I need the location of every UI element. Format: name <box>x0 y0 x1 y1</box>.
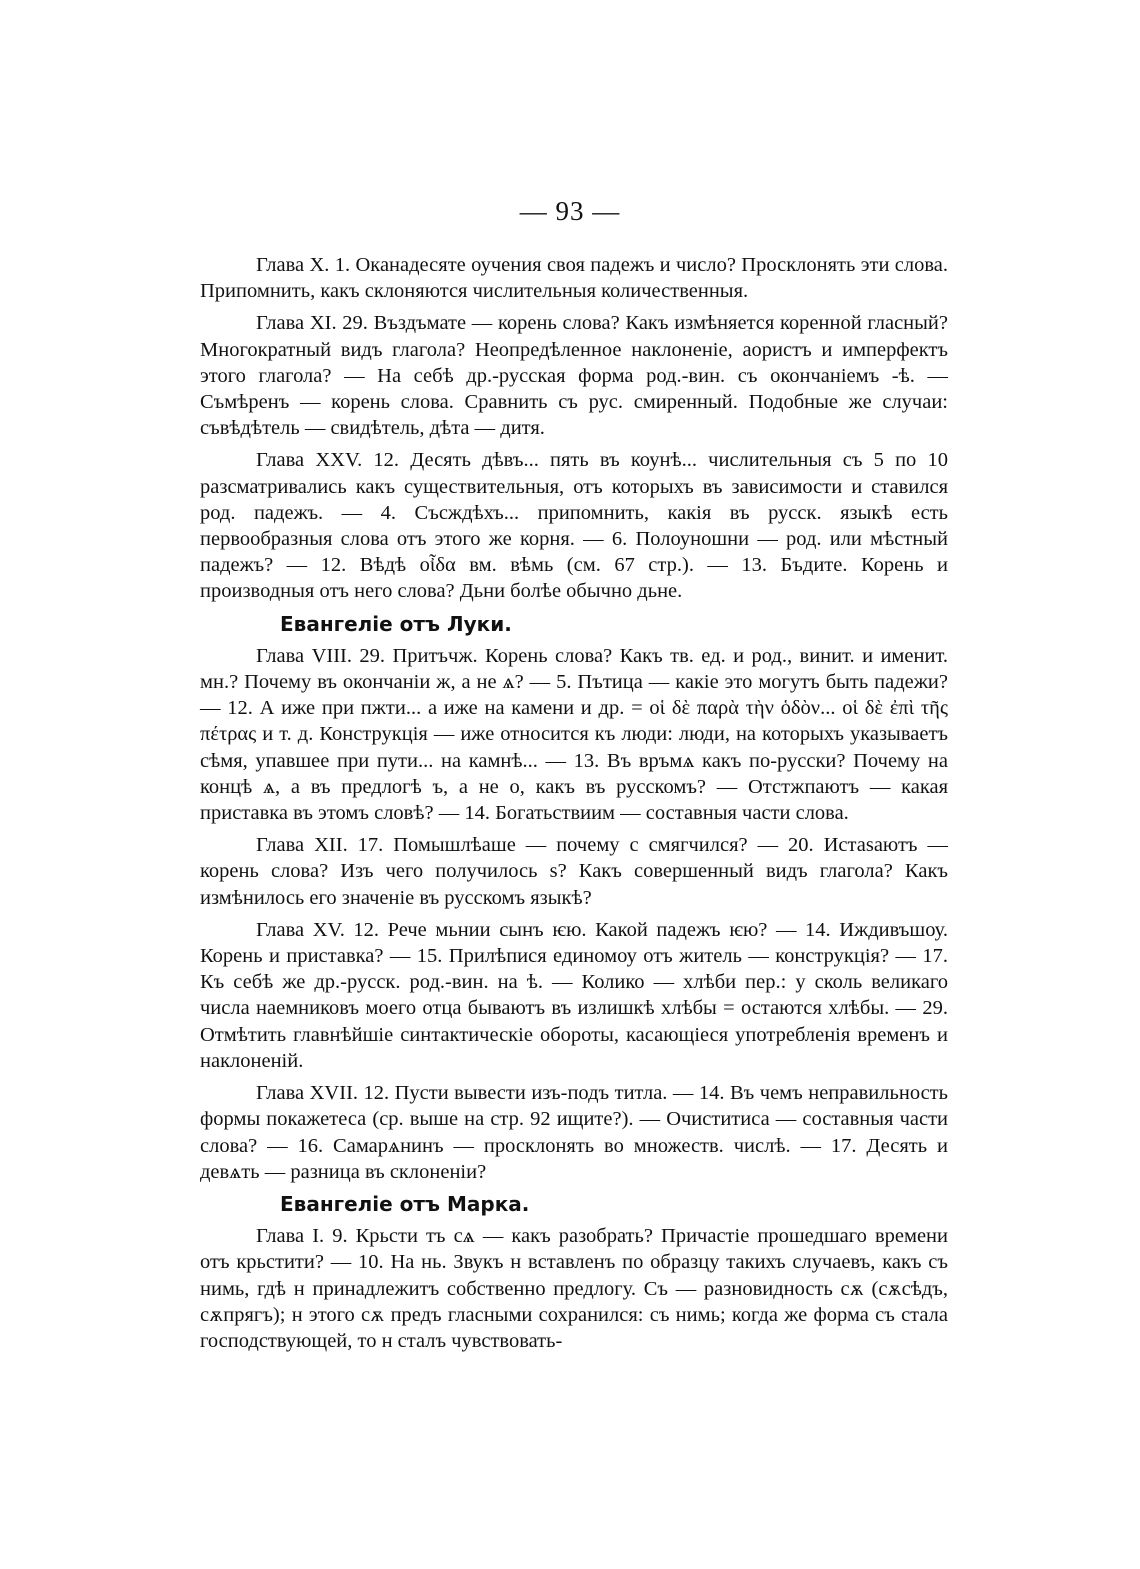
paragraph-chapter-17 <box>200 1080 948 1185</box>
paragraph-chapter-12 <box>200 832 948 911</box>
paragraph-chapter-15 <box>200 917 948 1074</box>
paragraph-text: Глава VIII. 29. Притъчж. Корень слова? Какъ тв. ед. и род., винит. и именит. мн.? Почему въ окончаніи ж, а не ѧ? — 5. Пътица — какіе это могутъ быть падежи? — 12. А иже при пжти... а иже на камени и др. = οἱ δὲ παρὰ τὴν ὁδὸν... οἱ δὲ ἐπὶ τῆς πέτρας и т. д. Конструкція — иже относится къ люди: люди, на которыхъ указываетъ сѣмя, упавшее при пути... на камнѣ... — 13. Въ връмѧ какъ по-русски? Почему на концѣ ѧ, а въ предлогѣ ъ, а не о, какъ въ русскомъ? — Отстжпаютъ — какая приставка въ этомъ словѣ? — 14. Богатьствиим — составныя части слова. <box>200 644 948 825</box>
paragraph-text: Глава XXV. 12. Десять дѣвъ... пять въ коунѣ... числительныя съ 5 по 10 разсматривались какъ существительныя, отъ которыхъ въ зависимости и ставился род. падежъ. — 4. Съсждѣхъ... припомнить, какія въ русск. языкѣ есть первообразныя слова отъ этого же корня. — 6. Полоуношни — род. или мѣстный падежъ? — 12. Вѣдѣ оἶδα вм. вѣмь (см. 67 стр.). — 13. Бъдите. Корень и производныя отъ него слова? Дьни болѣе обычно дьне. <box>200 449 948 603</box>
paragraph-text: Глава I. 9. Крьсти тъ сѧ — какъ разобрать? Причастіе прошедшаго времени отъ крьстити? — 10. На нь. Звукъ н вставленъ по образцу такихъ случаевъ, какъ съ нимь, гдѣ н принадлежитъ собственно предлогу. Съ — разновидность сѫ (сѫсѣдъ, сѫпрягъ); н этого сѫ предъ гласными сохранился: съ нимь; когда же форма съ стала господствующей, то н сталъ чувствовать- <box>200 1225 948 1352</box>
paragraph-chapter-11 <box>200 310 948 441</box>
paragraph-text: Глава XI. 29. Въздъмате — корень слова? Какъ измѣняется коренной гласный? Многократный видъ глагола? Неопредѣленное наклоненіе, аористъ и имперфектъ этого глагола? — На себѣ др.-русская форма род.-вин. съ окончаніемъ -ѣ. — Съмѣренъ — корень слова. Сравнить съ рус. смиренный. Подобные же случаи: съвѣдѣтель — свидѣтель, дѣта — дитя. <box>200 312 948 440</box>
paragraph-chapter-1 <box>200 1223 948 1354</box>
section-heading-mark: Евангеліе отъ Марка. <box>280 1191 530 1216</box>
paragraph-chapter-25 <box>200 447 948 604</box>
paragraph-text: Глава XV. 12. Рече мьнии сынъ ѥю. Какой падежъ ѥю? — 14. Иждивъшоу. Корень и приставка? — 15. Прилѣпися единомоу отъ житель — конструкція? — 17. Къ себѣ же др.-русск. род.-вин. на ѣ. — Колико — хлѣби пер.: у сколь великаго числа наемниковъ моего отца бываютъ въ излишкѣ хлѣбы = остаются хлѣбы. — 29. Отмѣтить главнѣйшіе синтактическіе обороты, касающіеся употребленія временъ и наклоненій. <box>200 918 948 1072</box>
page-number: — 93 — <box>519 196 621 226</box>
paragraph-text: Глава XII. 17. Помышлѣаше — почему с смягчился? — 20. Истаѕаютъ — корень слова? Изъ чего получилось ѕ? Какъ совершенный видъ глагола? Какъ измѣнилось его значеніе въ русскомъ языкѣ? <box>200 834 948 909</box>
paragraph-text: Глава X. 1. Оканадесяте оучения своя падежъ и число? Просклонять эти слова. Припомнить, какъ склоняются числительныя количественныя. <box>200 254 948 303</box>
paragraph-text: Глава XVII. 12. Пусти вывести изъ-подъ титла. — 14. Въ чемъ неправильность формы покажетеса (ср. выше на стр. 92 ищите?). — Очиститиса — составныя части слова? — 16. Самарѧнинъ — просклонять во множеств. числѣ. — 17. Десять и девѧть — разница въ склоненіи? <box>200 1082 948 1183</box>
paragraph-chapter-8 <box>200 643 948 826</box>
paragraph-chapter-10 <box>200 252 948 304</box>
page-text <box>200 252 948 1360</box>
section-heading-luke: Евангеліе отъ Луки. <box>280 611 512 636</box>
